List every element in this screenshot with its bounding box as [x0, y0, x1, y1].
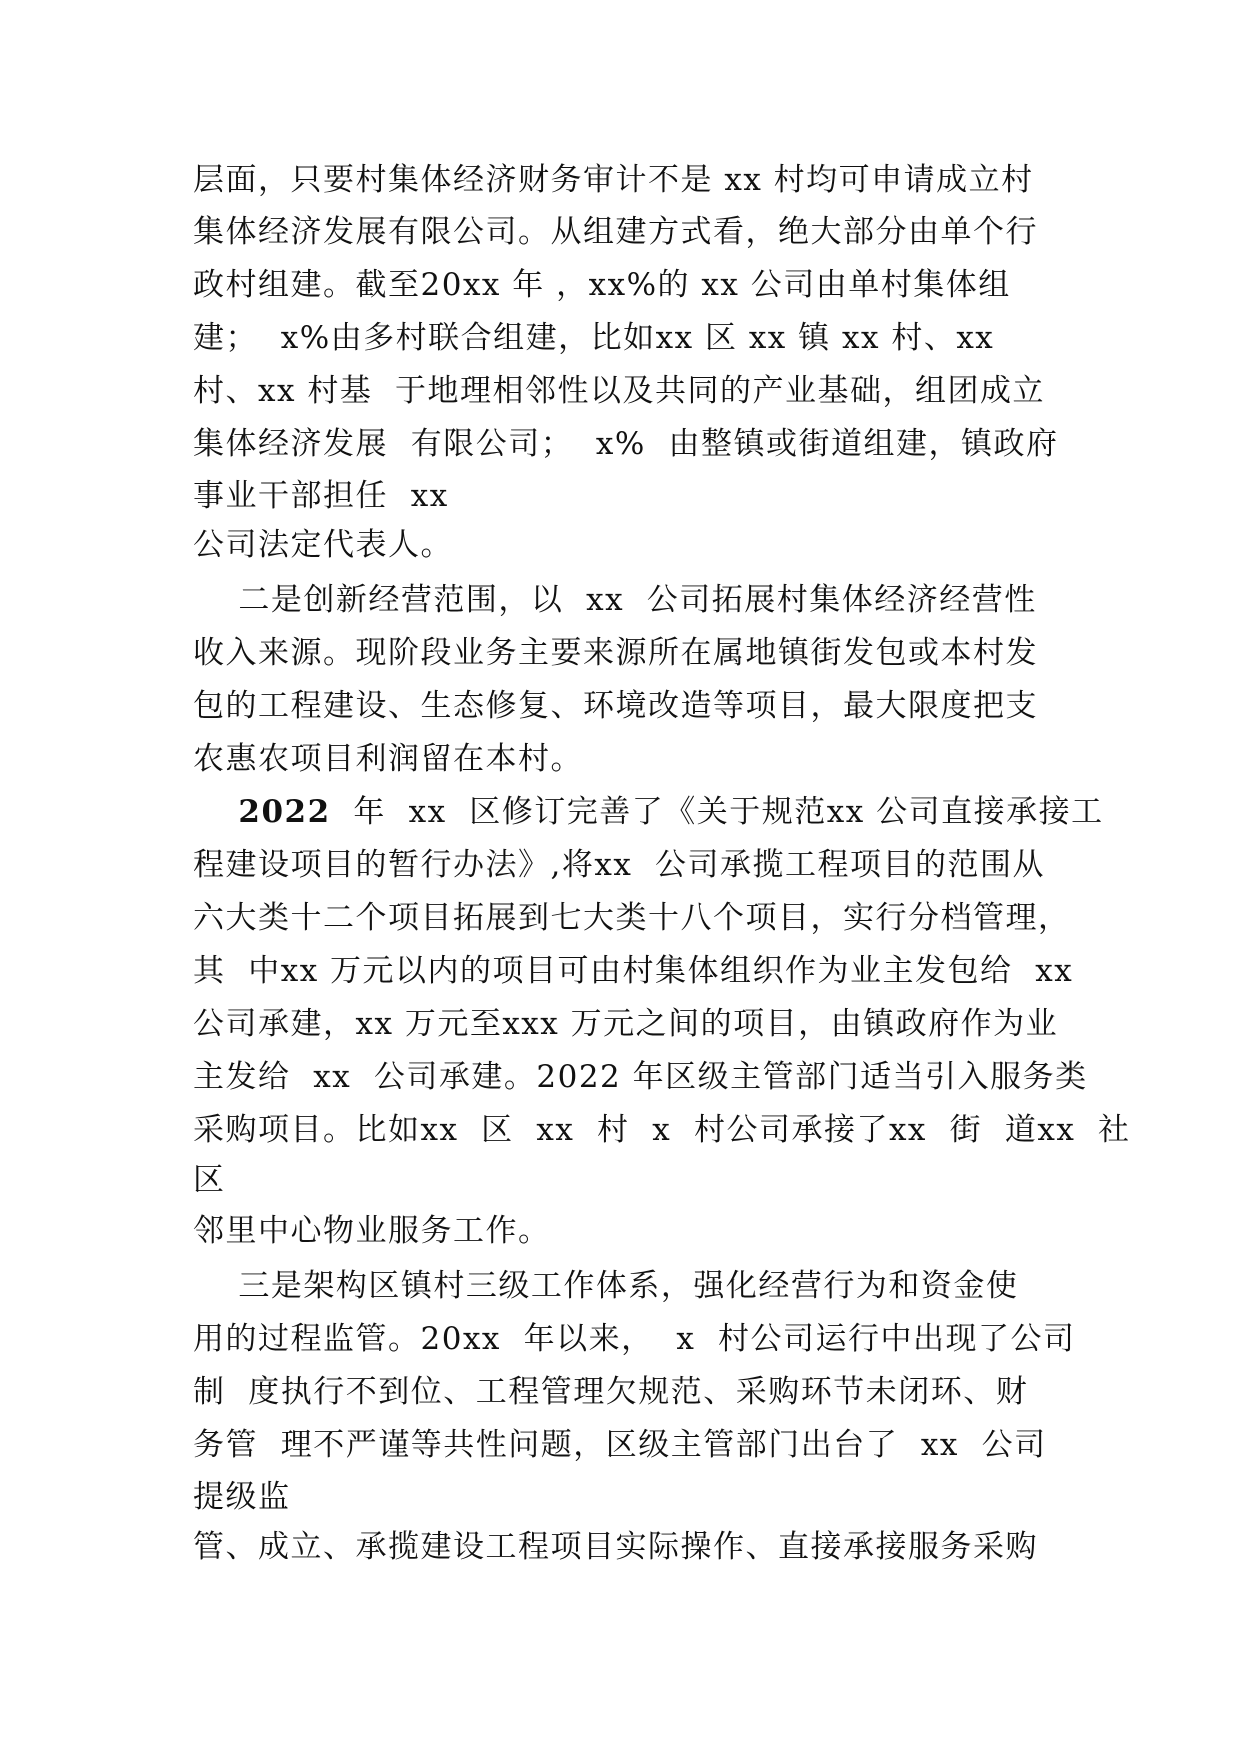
text-line-with-year — [193, 792, 1104, 832]
text-line: 收入来源。现阶段业务主要来源所在属地镇街发包或本村发 — [193, 635, 1038, 671]
text-line: 公司承建，xx 万元至xxx 万元之间的项目，由镇政府作为业 — [193, 1006, 1059, 1042]
year-bold: 2022 — [238, 794, 331, 830]
text-line: 事业干部担任 xx — [193, 478, 449, 514]
text-line: 用的过程监管。20xx 年以来， x 村公司运行中出现了公司 — [193, 1321, 1076, 1357]
text-line: 程建设项目的暂行办法》,将xx 公司承揽工程项目的范围从 — [193, 847, 1046, 883]
text-line-rest: 年 xx 区修订完善了《关于规范xx 公司直接承接工 — [353, 794, 1104, 830]
text-line: 二是创新经营范围，以 xx 公司拓展村集体经济经营性 — [193, 582, 1037, 618]
text-line: 政村组建。截至20xx 年 ，xx%的 xx 公司由单村集体组 — [193, 267, 1011, 303]
text-line: 采购项目。比如xx 区 xx 村 x 村公司承接了xx 街 道xx 社 — [193, 1112, 1131, 1148]
text-line: 邻里中心物业服务工作。 — [193, 1213, 551, 1249]
text-line: 制 度执行不到位、工程管理欠规范、采购环节未闭环、财 — [193, 1374, 1029, 1410]
text-line: 建； x%由多村联合组建，比如xx 区 xx 镇 xx 村、xx — [193, 320, 995, 356]
text-line: 集体经济发展有限公司。从组建方式看，绝大部分由单个行 — [193, 214, 1038, 250]
text-line: 农惠农项目利润留在本村。 — [193, 741, 583, 777]
text-line: 三是架构区镇村三级工作体系，强化经营行为和资金使 — [193, 1268, 1019, 1304]
text-line: 村、xx 村基 于地理相邻性以及共同的产业基础，组团成立 — [193, 373, 1046, 409]
text-line: 区 — [193, 1162, 226, 1198]
text-line: 集体经济发展 有限公司； x% 由整镇或街道组建，镇政府 — [193, 426, 1059, 462]
text-line: 务管 理不严谨等共性问题，区级主管部门出台了 xx 公司 — [193, 1427, 1047, 1463]
text-line: 提级监 — [193, 1479, 291, 1515]
text-line: 主发给 xx 公司承建。2022 年区级主管部门适当引入服务类 — [193, 1059, 1088, 1095]
text-line: 六大类十二个项目拓展到七大类十八个项目，实行分档管理， — [193, 900, 1071, 936]
text-line: 管、成立、承揽建设工程项目实际操作、直接承接服务采购 — [193, 1529, 1038, 1565]
text-line: 公司法定代表人。 — [193, 527, 453, 563]
text-line: 层面，只要村集体经济财务审计不是 xx 村均可申请成立村 — [193, 162, 1034, 198]
text-line: 包的工程建设、生态修复、环境改造等项目，最大限度把支 — [193, 688, 1038, 724]
text-line: 其 中xx 万元以内的项目可由村集体组织作为业主发包给 xx — [193, 953, 1074, 989]
